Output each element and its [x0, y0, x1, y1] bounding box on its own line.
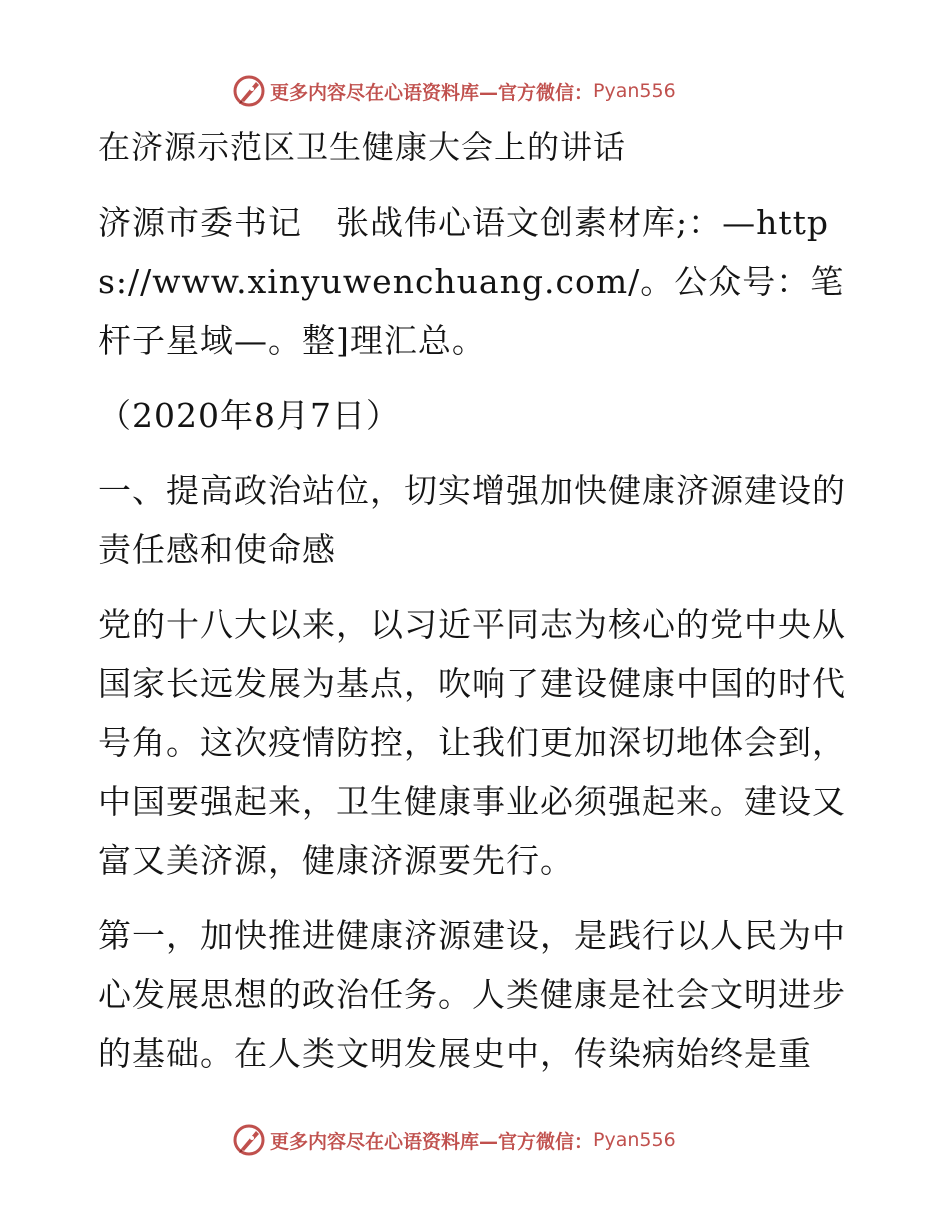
- watermark-banner-bottom: [232, 1122, 676, 1158]
- document-title: 在济源示范区卫生健康大会上的讲话: [98, 128, 627, 166]
- watermark-banner-top: [232, 73, 676, 109]
- quill-pen-logo-icon: [232, 74, 266, 108]
- watermark-wechat-id: Pyan556: [593, 80, 676, 102]
- author-line: 济源市委书记 张战伟心语文创素材库;：—https://www.xinyuwenchuang.com/。公众号：笔杆子星域—。整]理汇总。: [98, 203, 845, 360]
- watermark-text: 更多内容尽在心语资料库—官方微信：: [270, 81, 594, 104]
- quill-pen-logo-icon: [232, 1123, 266, 1157]
- watermark-text: 更多内容尽在心语资料库—官方微信：: [270, 1130, 594, 1153]
- body-paragraph: 第一，加快推进健康济源建设，是践行以人民为中心发展思想的政治任务。人类健康是社会文明进步的基础。在人类文明发展史中，传染病始终是重: [98, 916, 846, 1073]
- watermark-wechat-id: Pyan556: [593, 1129, 676, 1151]
- body-paragraph: 党的十八大以来，以习近平同志为核心的党中央从国家长远发展为基点，吹响了建设健康中国的时代号角。这次疫情防控，让我们更加深切地体会到，中国要强起来，卫生健康事业必须强起来。建设又富又美济源，健康济源要先行。: [98, 605, 846, 880]
- document-body: [98, 118, 858, 1083]
- section-heading: 一、提高政治站位，切实增强加快健康济源建设的责任感和使命感: [98, 471, 846, 569]
- document-date: （2020年8月7日）: [98, 396, 400, 435]
